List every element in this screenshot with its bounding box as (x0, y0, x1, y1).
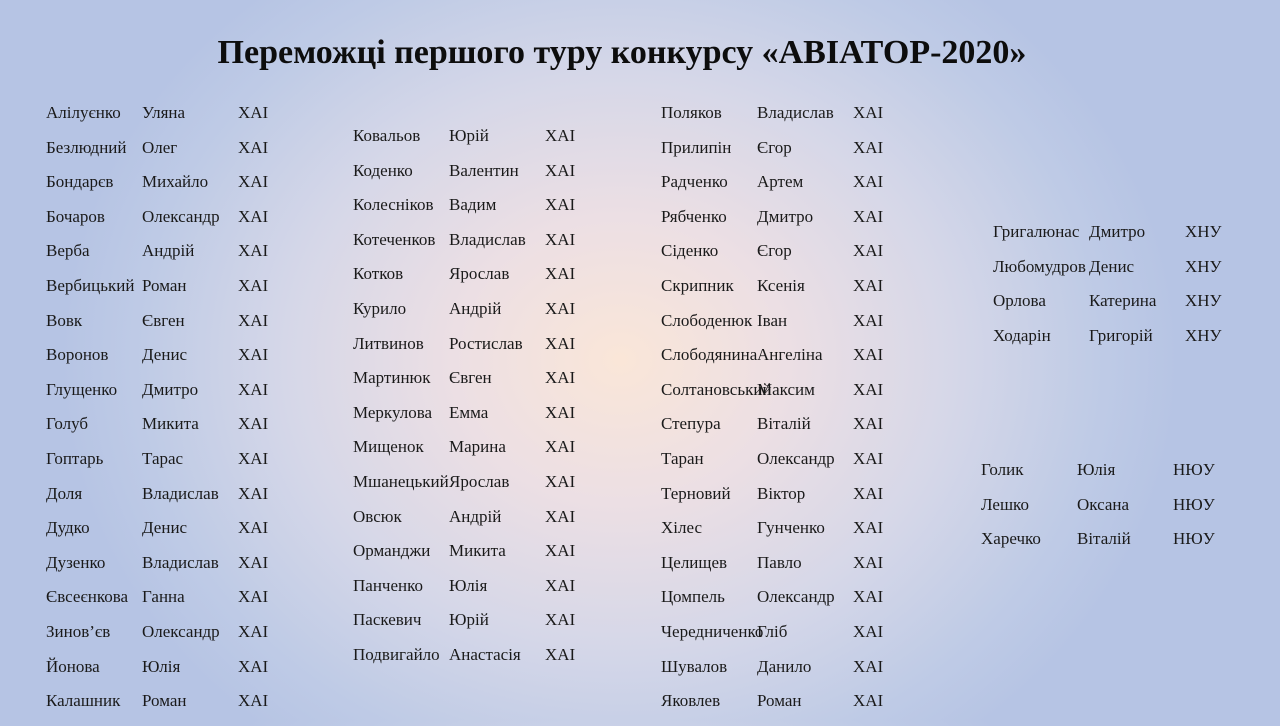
winner-university: ХАІ (238, 206, 269, 226)
winner-surname: Поляков (661, 103, 722, 122)
winner-name: Ярослав (449, 471, 510, 491)
winner-university: ХАІ (238, 310, 269, 330)
winner-surname: Ковальов (353, 126, 421, 145)
winner-surname: Зинов’єв (46, 621, 111, 641)
winner-name: Андрій (142, 241, 195, 261)
winner-university: ХАІ (853, 691, 884, 711)
winner-name: Владислав (757, 103, 834, 122)
winner-surname: Скрипник (661, 275, 734, 295)
winner-university: ХАІ (545, 229, 576, 249)
winner-name: Юрій (449, 126, 489, 145)
winner-surname: Терновий (661, 483, 731, 503)
winner-university: ХАІ (545, 333, 576, 353)
winner-name: Віктор (757, 483, 806, 503)
winner-surname: Мищенок (353, 437, 424, 457)
winner-name: Ганна (142, 587, 185, 607)
winner-university: ХАІ (853, 137, 884, 157)
winner-surname: Воронов (46, 345, 109, 365)
winner-name: Олександр (142, 621, 220, 641)
winner-university: ХАІ (238, 552, 269, 572)
winner-university: ХАІ (853, 310, 884, 330)
winner-university: ХАІ (853, 275, 884, 295)
winner-university: ХАІ (545, 368, 576, 388)
winner-name: Олександр (757, 587, 835, 607)
winner-surname: Гоптарь (46, 448, 104, 468)
winner-university: ХАІ (238, 241, 269, 261)
winner-name: Роман (757, 691, 802, 711)
winner-university: ХАІ (853, 103, 884, 122)
winner-surname: Харечко (981, 529, 1041, 549)
winner-name: Микита (142, 414, 199, 434)
winner-name: Гунченко (757, 518, 825, 538)
winner-name: Олександр (757, 448, 835, 468)
winner-university: НЮУ (1173, 494, 1215, 514)
winner-surname: Йонова (46, 656, 100, 676)
winner-name: Оксана (1077, 494, 1130, 514)
winner-surname: Вовк (46, 310, 83, 330)
winner-surname: Цомпель (661, 587, 725, 607)
winner-name: Ярослав (449, 264, 510, 284)
winner-university: ХАІ (545, 126, 576, 145)
winner-name: Уляна (142, 103, 186, 122)
winner-surname: Євсеєнкова (46, 587, 129, 607)
winner-surname: Мшанецький (353, 471, 449, 491)
winner-surname: Безлюдний (46, 137, 127, 157)
winner-name: Марина (449, 437, 506, 457)
winner-university: ХАІ (545, 541, 576, 561)
winner-surname: Григалюнас (993, 222, 1080, 241)
winner-university: ХАІ (853, 621, 884, 641)
winner-university: ХНУ (1185, 256, 1222, 276)
winner-university: ХАІ (545, 437, 576, 457)
winner-name: Юрій (449, 610, 489, 630)
winner-name: Тарас (142, 448, 184, 468)
winner-surname: Рябченко (661, 206, 727, 226)
winner-university: ХНУ (1185, 325, 1222, 345)
winner-surname: Подвигайло (353, 644, 440, 664)
winner-surname: Степура (661, 414, 721, 434)
winner-name: Дмитро (1089, 222, 1146, 241)
winner-surname: Любомудров (993, 256, 1086, 276)
winner-name: Андрій (449, 506, 502, 526)
winner-surname: Яковлев (661, 691, 721, 711)
winner-surname: Паскевич (353, 610, 422, 630)
winner-name: Вадим (449, 195, 497, 215)
winner-surname: Лешко (981, 494, 1029, 514)
winner-surname: Шувалов (661, 656, 728, 676)
winner-university: НЮУ (1173, 460, 1215, 479)
winner-university: ХАІ (545, 644, 576, 664)
winner-name: Юлія (142, 656, 181, 676)
winner-surname: Слободенюк (661, 310, 753, 330)
winner-university: ХАІ (853, 448, 884, 468)
winner-university: ХАІ (238, 137, 269, 157)
winner-university: ХАІ (853, 241, 884, 261)
winner-university: ХАІ (545, 506, 576, 526)
winner-name: Андрій (449, 298, 502, 318)
winner-name: Дмитро (142, 379, 199, 399)
winner-name: Юлія (449, 575, 488, 595)
winner-university: ХНУ (1185, 291, 1222, 311)
winner-university: ХАІ (853, 414, 884, 434)
winner-surname: Доля (46, 483, 83, 503)
winner-university: ХАІ (545, 160, 576, 180)
winner-name: Олег (142, 137, 178, 157)
winner-surname: Сіденко (661, 241, 719, 261)
winner-university: ХНУ (1185, 222, 1222, 241)
winner-surname: Колесніков (353, 195, 434, 215)
winner-name: Михайло (142, 172, 209, 192)
winner-name: Владислав (142, 552, 219, 572)
winner-name: Артем (757, 172, 804, 192)
winner-name: Григорій (1089, 325, 1153, 345)
winner-name: Ростислав (449, 333, 523, 353)
winner-university: ХАІ (853, 379, 884, 399)
winner-name: Віталій (757, 414, 811, 434)
winner-university: ХАІ (853, 345, 884, 365)
winner-university: ХАІ (545, 610, 576, 630)
winner-name: Олександр (142, 206, 220, 226)
winner-surname: Калашник (46, 691, 121, 711)
winner-surname: Прилипін (661, 137, 732, 157)
winner-surname: Бочаров (46, 206, 105, 226)
winner-university: ХАІ (238, 103, 269, 122)
winner-name: Катерина (1089, 291, 1157, 311)
winner-name: Гліб (757, 621, 788, 641)
winner-name: Валентин (449, 160, 519, 180)
winner-university: ХАІ (238, 448, 269, 468)
winner-name: Денис (142, 518, 188, 538)
winner-name: Максим (757, 379, 815, 399)
winner-surname: Литвинов (353, 333, 424, 353)
winner-surname: Вербицький (46, 275, 135, 295)
winner-university: ХАІ (853, 587, 884, 607)
winner-surname: Целищев (661, 552, 728, 572)
winner-university: ХАІ (238, 483, 269, 503)
winner-surname: Алілуєнко (46, 103, 121, 122)
winner-university: ХАІ (238, 656, 269, 676)
winner-university: ХАІ (545, 471, 576, 491)
winner-name: Микита (449, 541, 506, 561)
winner-surname: Ходарін (993, 325, 1051, 345)
winner-university: ХАІ (238, 621, 269, 641)
winner-name: Іван (757, 310, 788, 330)
winner-surname: Котеченков (353, 229, 436, 249)
winner-name: Денис (1089, 256, 1135, 276)
winner-name: Роман (142, 275, 187, 295)
winner-name: Єгор (757, 137, 792, 157)
winner-university: ХАІ (545, 298, 576, 318)
winner-name: Євген (142, 310, 185, 330)
winner-surname: Голуб (46, 414, 89, 434)
winner-name: Анастасія (449, 644, 521, 664)
winner-surname: Таран (661, 448, 704, 468)
winner-university: ХАІ (853, 172, 884, 192)
winner-surname: Радченко (661, 172, 728, 192)
winner-university: ХАІ (238, 172, 269, 192)
winner-university: ХАІ (238, 275, 269, 295)
winner-name: Ксенія (757, 275, 805, 295)
winner-university: ХАІ (853, 483, 884, 503)
winner-university: ХАІ (545, 575, 576, 595)
winner-university: ХАІ (238, 345, 269, 365)
winner-name: Данило (757, 656, 812, 676)
winner-university: ХАІ (238, 518, 269, 538)
winner-name: Владислав (449, 229, 526, 249)
winner-name: Юлія (1077, 460, 1116, 479)
winner-surname: Орманджи (353, 541, 431, 561)
winner-name: Денис (142, 345, 188, 365)
winner-university: ХАІ (853, 518, 884, 538)
winner-name: Владислав (142, 483, 219, 503)
winner-surname: Чередниченко (661, 621, 764, 641)
winner-name: Роман (142, 691, 187, 711)
winner-university: ХАІ (545, 402, 576, 422)
winner-name: Павло (757, 552, 802, 572)
winner-name: Євген (449, 368, 492, 388)
winner-surname: Коденко (353, 160, 413, 180)
winner-university: ХАІ (853, 656, 884, 676)
winner-surname: Овсюк (353, 506, 402, 526)
winner-surname: Меркулова (353, 402, 433, 422)
winner-university: ХАІ (545, 195, 576, 215)
winner-surname: Голик (981, 460, 1024, 479)
winner-surname: Хілес (661, 518, 702, 538)
winner-surname: Орлова (993, 291, 1046, 311)
winner-university: ХАІ (238, 414, 269, 434)
winner-surname: Слободянина (661, 345, 758, 365)
winner-university: НЮУ (1173, 529, 1215, 549)
winner-university: ХАІ (238, 691, 269, 711)
winner-name: Дмитро (757, 206, 814, 226)
winner-surname: Солтановський (661, 379, 772, 399)
winner-surname: Дудко (46, 518, 90, 538)
winner-surname: Глущенко (46, 379, 118, 399)
winner-name: Емма (449, 402, 489, 422)
winner-name: Єгор (757, 241, 792, 261)
winner-surname: Бондарєв (46, 172, 114, 192)
winner-name: Віталій (1077, 529, 1131, 549)
winner-university: ХАІ (238, 587, 269, 607)
winner-name: Ангеліна (757, 345, 823, 365)
winner-surname: Курило (353, 298, 407, 318)
winner-surname: Дузенко (46, 552, 106, 572)
winner-university: ХАІ (853, 206, 884, 226)
winner-surname: Панченко (353, 575, 424, 595)
winner-surname: Котков (353, 264, 404, 284)
winner-surname: Мартинюк (353, 368, 431, 388)
slide-title: Переможці першого туру конкурсу «АВІАТОР-2020» (217, 34, 1027, 71)
winner-university: ХАІ (238, 379, 269, 399)
winner-university: ХАІ (853, 552, 884, 572)
winner-surname: Верба (46, 241, 90, 261)
winner-university: ХАІ (545, 264, 576, 284)
